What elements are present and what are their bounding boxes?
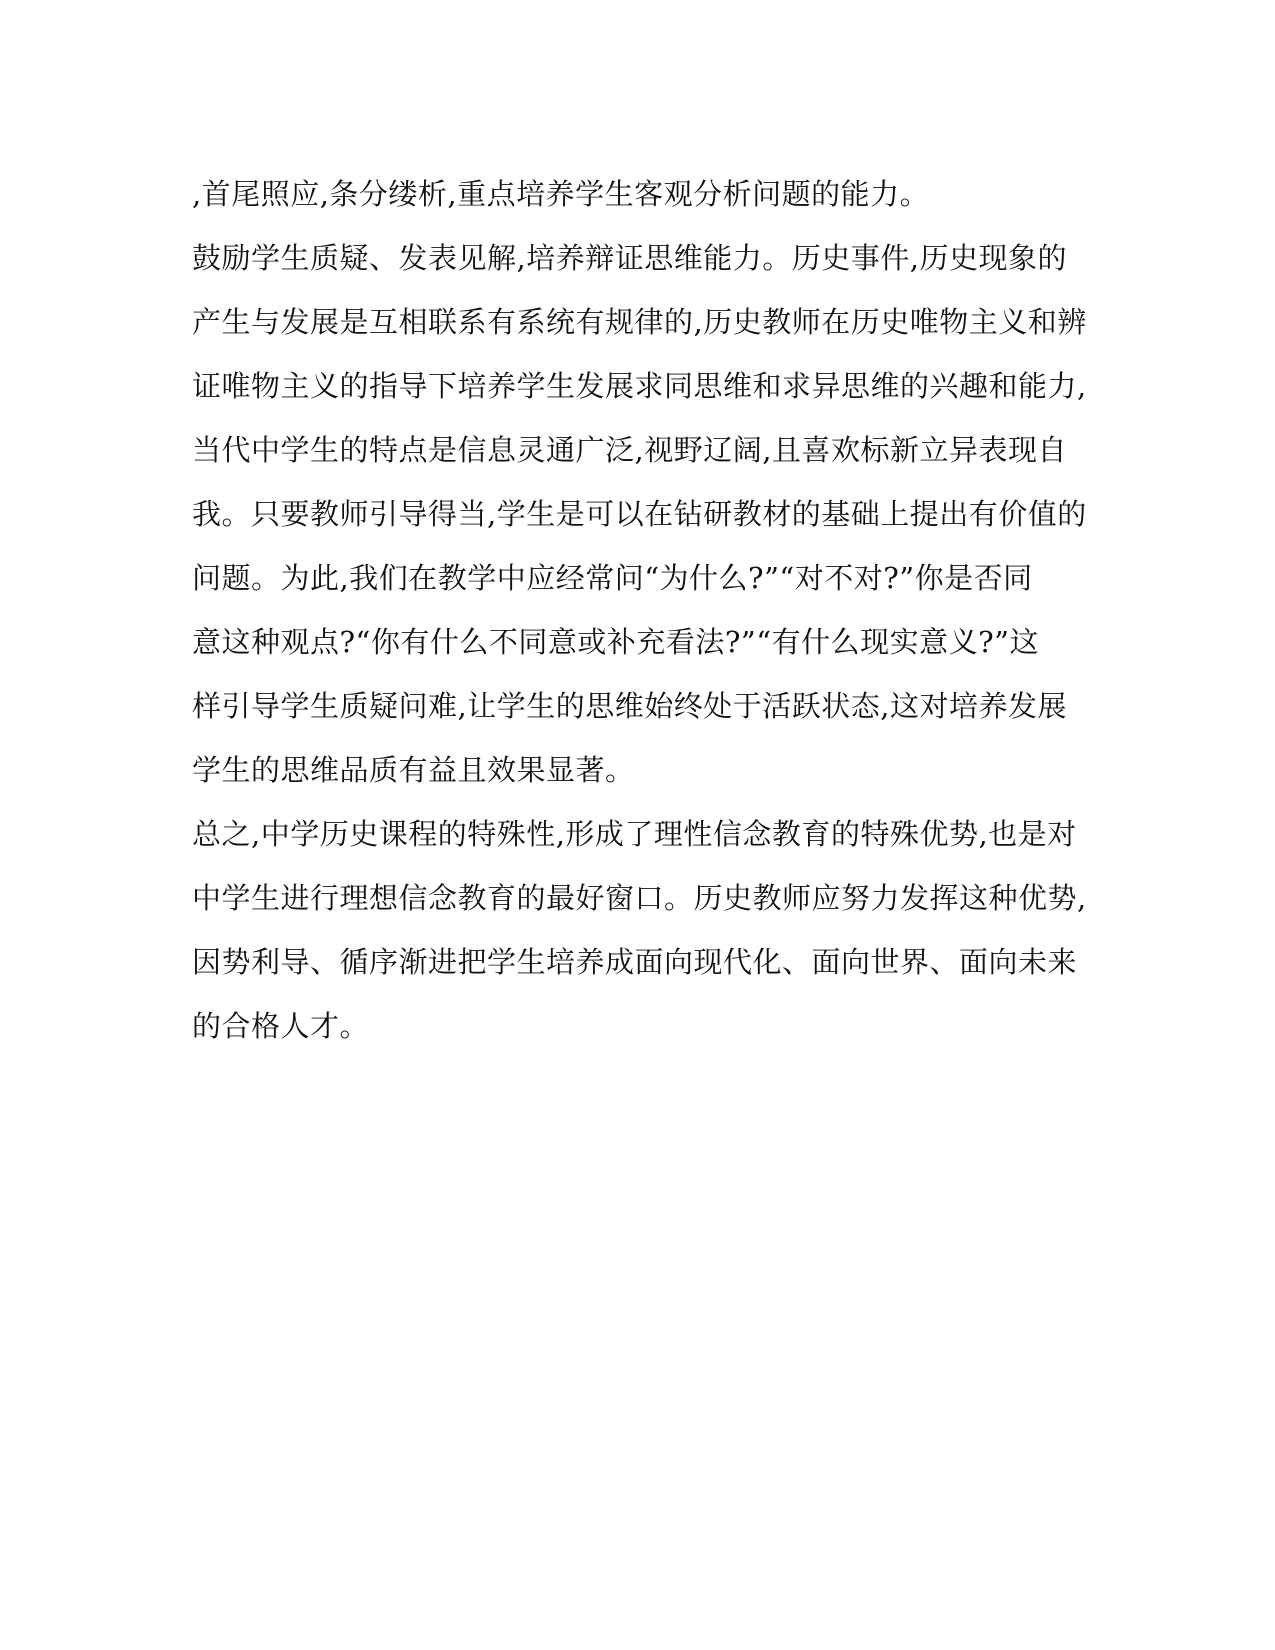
- text-line: ,首尾照应,条分缕析,重点培养学生客观分析问题的能力。: [192, 177, 930, 211]
- text-line: 总之,中学历史课程的特殊性,形成了理性信念教育的特殊优势,也是对: [192, 817, 1077, 851]
- text-line: 中学生进行理想信念教育的最好窗口。历史教师应努力发挥这种优势,: [192, 881, 1087, 915]
- text-line: 鼓励学生质疑、发表见解,培养辩证思维能力。历史事件,历史现象的: [192, 241, 1067, 275]
- text-line: 因势利导、循序渐进把学生培养成面向现代化、面向世界、面向未来: [192, 945, 1078, 979]
- text-line: 样引导学生质疑问难,让学生的思维始终处于活跃状态,这对培养发展: [192, 689, 1067, 723]
- text-line: 学生的思维品质有益且效果显著。: [192, 753, 635, 787]
- document-body: [192, 162, 1092, 1058]
- text-line: 问题。为此,我们在教学中应经常问“为什么?”“对不对?”你是否同: [192, 561, 1033, 595]
- text-line: 我。只要教师引导得当,学生是可以在钻研教材的基础上提出有价值的: [192, 497, 1087, 531]
- text-line: 证唯物主义的指导下培养学生发展求同思维和求异思维的兴趣和能力,: [192, 369, 1087, 403]
- text-line: 的合格人才。: [192, 1009, 370, 1043]
- text-line: 当代中学生的特点是信息灵通广泛,视野辽阔,且喜欢标新立异表现自: [192, 433, 1067, 467]
- text-line: 产生与发展是互相联系有系统有规律的,历史教师在历史唯物主义和辨: [192, 305, 1087, 339]
- text-line: 意这种观点?“你有什么不同意或补充看法?”“有什么现实意义?”这: [192, 625, 1039, 659]
